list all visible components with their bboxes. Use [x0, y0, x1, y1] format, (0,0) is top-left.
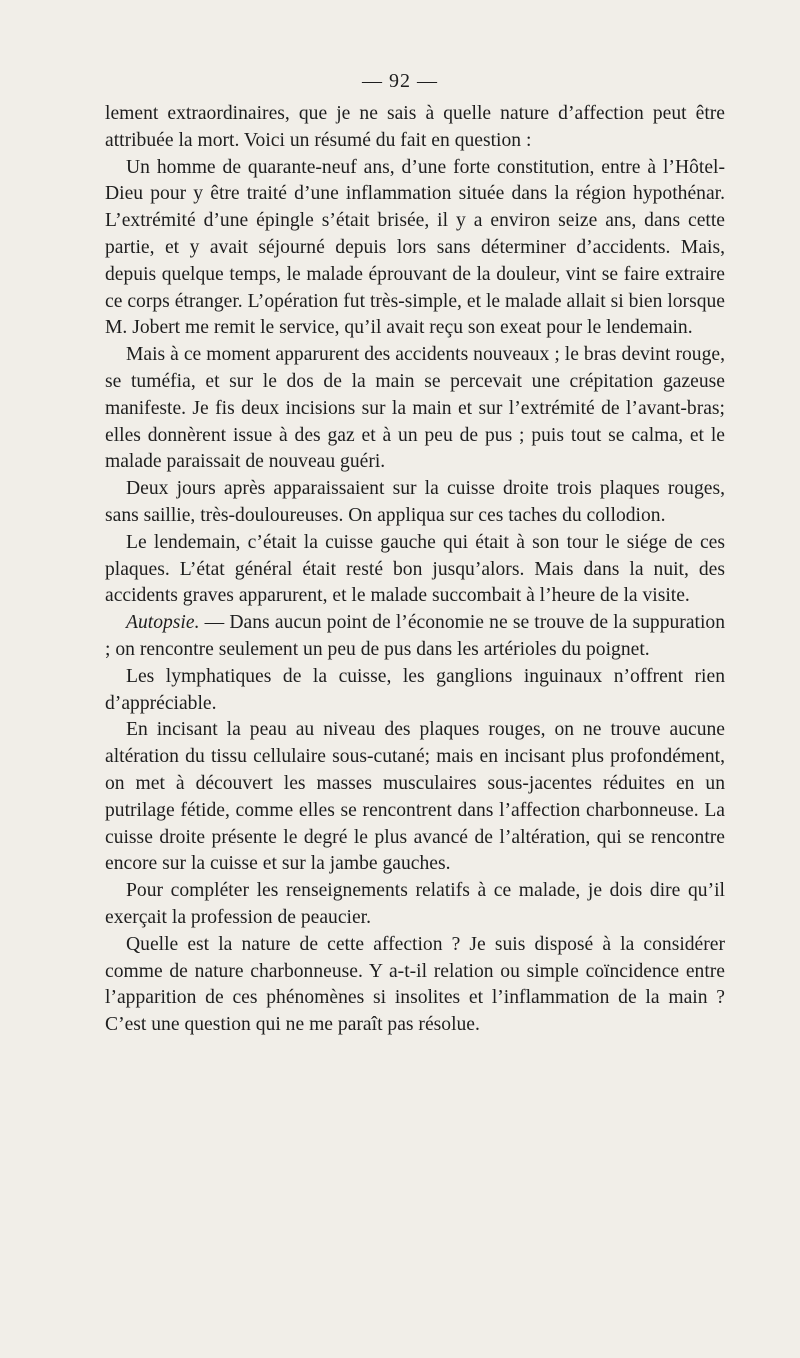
- paragraph-case-history: Un homme de quarante-neuf ans, d’une forte constitution, entre à l’Hôtel-Dieu pour y être traité d’une inflammation située dans la région hypothénar. L’extrémité d’une épingle s’était brisée, il y a environ seize ans, dans cette partie, et y avait séjourné depuis lors sans déterminer d’accidents. Mais, depuis quelque temps, le malade éprouvant de la douleur, vint se faire extraire ce corps étranger. L’opération fut très-simple, et le malade allait si bien lorsque M. Jobert me remit le service, qu’il avait reçu son exeat pour le lendemain.: [105, 156, 725, 339]
- paragraph-autopsy: [105, 610, 725, 664]
- body-text: [105, 101, 725, 1039]
- paragraph-next-day: Le lendemain, c’était la cuisse gauche qui était à son tour le siége de ces plaques. L’état général était resté bon jusqu’alors. Mais dans la nuit, des accidents graves apparurent, et le malade succombait à l’heure de la visite.: [105, 531, 725, 607]
- paragraph-conclusion: Quelle est la nature de cette affection ? Je suis disposé à la considérer comme de nature charbonneuse. Y a-t-il relation ou simple coïncidence entre l’apparition de ces phénomènes si insolites et l’inflammation de la main ? C’est une question qui ne me paraît pas résolue.: [105, 933, 725, 1036]
- paragraph-lymphatics: Les lymphatiques de la cuisse, les ganglions inguinaux n’offrent rien d’appréciable.: [105, 665, 725, 714]
- page-number: — 92 —: [362, 70, 438, 92]
- paragraph-continued: lement extraordinaires, que je ne sais à quelle nature d’affection peut être attribuée la mort. Voici un résumé du fait en question :: [105, 103, 725, 151]
- paragraph-red-plaques: Deux jours après apparaissaient sur la cuisse droite trois plaques rouges, sans saillie, très-douloureuses. On appliqua sur ces taches du collodion.: [105, 478, 725, 526]
- autopsy-text: — Dans aucun point de l’économie ne se trouve de la suppuration ; on rencontre seulement un peu de pus dans les artérioles du poignet.: [105, 612, 725, 660]
- autopsy-label: Autopsie.: [126, 612, 200, 634]
- paragraph-new-accidents: Mais à ce moment apparurent des accidents nouveaux ; le bras devint rouge, se tuméfia, et sur le dos de la main se percevait une crépitation gazeuse manifeste. Je fis deux incisions sur la main et sur l’extrémité de l’avant-bras; elles donnèrent issue à des gaz et à un peu de pus ; puis tout se calma, et le malade paraissait de nouveau guéri.: [105, 344, 725, 473]
- paragraph-incision: En incisant la peau au niveau des plaques rouges, on ne trouve aucune altération du tissu cellulaire sous-cutané; mais en incisant plus profondément, on met à découvert les masses musculaires sous-jacentes réduites en un putrilage fétide, comme elles se rencontrent dans l’affection charbonneuse. La cuisse droite présente le degré le plus avancé de l’altération, qui se rencontre encore sur la cuisse et sur la jambe gauches.: [105, 719, 725, 875]
- paragraph-profession: Pour compléter les renseignements relatifs à ce malade, je dois dire qu’il exerçait la profession de peaucier.: [105, 880, 725, 928]
